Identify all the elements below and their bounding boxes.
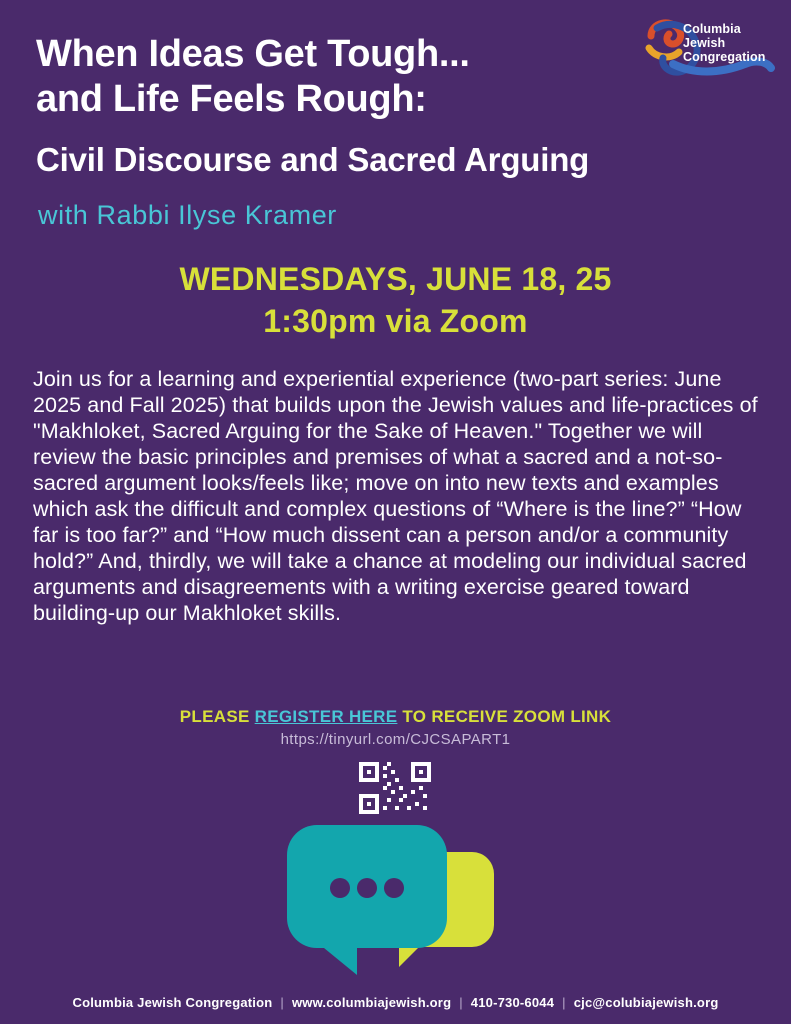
ellipsis-dot-1 [330,878,350,898]
footer-website[interactable]: www.columbiajewish.org [291,995,452,1010]
logo-word-congregation: Congregation [683,50,766,64]
registration-prefix: PLEASE [179,707,255,726]
headline-line-2: and Life Feels Rough: [36,78,427,120]
chat-bubbles-illustration [0,825,791,970]
footer-contact-bar [0,995,791,1010]
subheadline: Civil Discourse and Sacred Arguing [36,141,590,178]
footer-org-name: Columbia Jewish Congregation [72,995,273,1010]
qr-code[interactable] [359,762,431,814]
speech-bubble-teal-tail [313,939,357,975]
presenter-line: with Rabbi Ilyse Kramer [38,200,337,230]
footer-email[interactable]: cjc@colubiajewish.org [573,995,719,1010]
headline [36,32,636,122]
headline-line-1: When Ideas Get Tough... [36,33,470,75]
logo-word-columbia: Columbia [683,22,741,36]
logo-word-jewish: Jewish [683,36,726,50]
event-time: 1:30pm via Zoom [263,303,528,339]
organization-logo [645,14,775,92]
footer-phone[interactable]: 410-730-6044 [470,995,555,1010]
description-paragraph: Join us for a learning and experiential experience (two-part series: June 2025 and Fall 2025) that builds upon the Jewish values and life-practices of "Makhloket, Sacred Arguing for the Sake of Heaven." Together we will review the basic principles and premises of what a sacred and a not-so-sacred argument looks/feels like; move on into new texts and examples which ask the difficult and complex questions of “Where is the line?” “How far is too far?” and “How much dissent can a person and/or a community hold?” And, thirdly, we will take a chance at modeling our individual sacred arguments and disagreements with a writing exercise geared toward building-up our Makhloket skills. [33,367,758,625]
footer-separator-2: | [459,995,463,1010]
registration-suffix: TO RECEIVE ZOOM LINK [397,707,612,726]
event-datetime [0,258,791,342]
ellipsis-dot-2 [357,878,377,898]
ellipsis-dot-3 [384,878,404,898]
register-here-link[interactable]: REGISTER HERE [254,707,398,726]
footer-separator-1: | [280,995,284,1010]
logo-wordmark [683,22,775,64]
event-dates: WEDNESDAYS, JUNE 18, 25 [179,261,612,297]
registration-callout [0,707,791,727]
footer-separator-3: | [562,995,566,1010]
registration-url[interactable]: https://tinyurl.com/CJCSAPART1 [280,731,511,748]
qr-code-image [359,762,431,814]
